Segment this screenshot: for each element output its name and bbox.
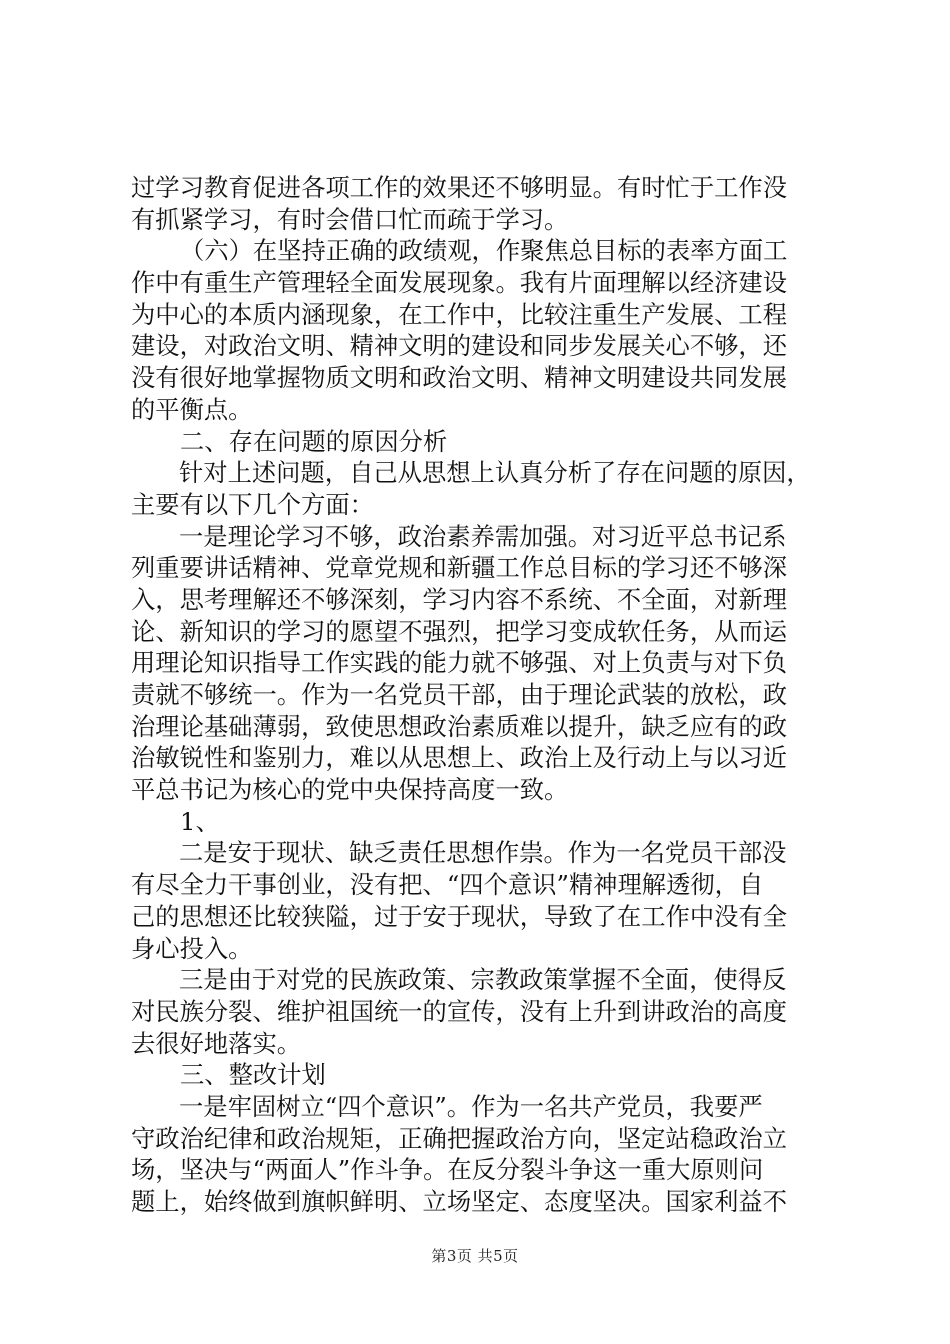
text-line: 题上，始终做到旗帜鲜明、立场坚定、态度坚决。国家利益不 <box>131 1187 788 1216</box>
text-line: 论、新知识的学习的愿望不强烈，把学习变成软任务，从而运 <box>131 616 788 646</box>
text-line: 有抓紧学习，有时会借口忙而疏于学习。 <box>131 204 569 234</box>
text-line: 主要有以下几个方面： <box>131 489 374 519</box>
text-line: 己的思想还比较狭隘，过于安于现状，导致了在工作中没有全 <box>131 901 788 931</box>
text-line: 平总书记为核心的党中央保持高度一致。 <box>131 775 569 805</box>
page-number-label: 第3页 共5页 <box>431 1247 519 1265</box>
text-line: 建设，对政治文明、精神文明的建设和同步发展关心不够，还 <box>131 331 788 361</box>
text-line: 治理论基础薄弱，致使思想政治素质难以提升，缺乏应有的政 <box>131 711 788 741</box>
text-line: 治敏锐性和鉴别力，难以从思想上、政治上及行动上与以习近 <box>131 743 788 773</box>
page-footer <box>0 1245 950 1266</box>
section-heading: 三、整改计划 <box>180 1060 326 1090</box>
text-line: 守政治纪律和政治规矩，正确把握政治方向，坚定站稳政治立 <box>131 1123 788 1153</box>
text-line: 没有很好地掌握物质文明和政治文明、精神文明建设共同发展 <box>131 363 788 393</box>
document-body <box>131 172 831 1218</box>
text-line: 列重要讲话精神、党章党规和新疆工作总目标的学习还不够深 <box>131 553 788 583</box>
text-line: 的平衡点。 <box>131 394 253 424</box>
text-line: 入，思考理解还不够深刻，学习内容不系统、不全面，对新理 <box>131 584 788 614</box>
text-line: 有尽全力干事创业，没有把、“四个意识”精神理解透彻，自 <box>131 870 764 900</box>
text-line: 去很好地落实。 <box>131 1028 302 1058</box>
text-line: 为中心的本质内涵现象，在工作中，比较注重生产发展、工程 <box>131 299 788 329</box>
text-line: 过学习教育促进各项工作的效果还不够明显。有时忙于工作没 <box>131 173 788 202</box>
text-line: 一是理论学习不够，政治素养需加强。对习近平总书记系 <box>179 521 787 551</box>
text-line: 场，坚决与“两面人”作斗争。在反分裂斗争这一重大原则问 <box>131 1155 764 1185</box>
text-line: 一是牢固树立“四个意识”。作为一名共产党员，我要严 <box>179 1091 763 1121</box>
list-number: 1、 <box>180 806 220 836</box>
section-heading: 二、存在问题的原因分析 <box>180 426 448 456</box>
text-line: 作中有重生产管理轻全面发展现象。我有片面理解以经济建设 <box>131 268 788 298</box>
text-line: 二是安于现状、缺乏责任思想作祟。作为一名党员干部没 <box>179 838 787 868</box>
text-line: 身心投入。 <box>131 933 253 963</box>
text-line: 对民族分裂、维护祖国统一的宣传，没有上升到讲政治的高度 <box>131 996 788 1026</box>
text-line: 用理论知识指导工作实践的能力就不够强、对上负责与对下负 <box>131 648 788 678</box>
text-line: 针对上述问题，自己从思想上认真分析了存在问题的原因， <box>179 458 811 488</box>
text-line: 三是由于对党的民族政策、宗教政策掌握不全面，使得反 <box>179 965 787 995</box>
text-line: （六）在坚持正确的政绩观，作聚焦总目标的表率方面工 <box>180 236 788 266</box>
text-line: 责就不够统一。作为一名党员干部，由于理论武装的放松，政 <box>131 680 788 709</box>
